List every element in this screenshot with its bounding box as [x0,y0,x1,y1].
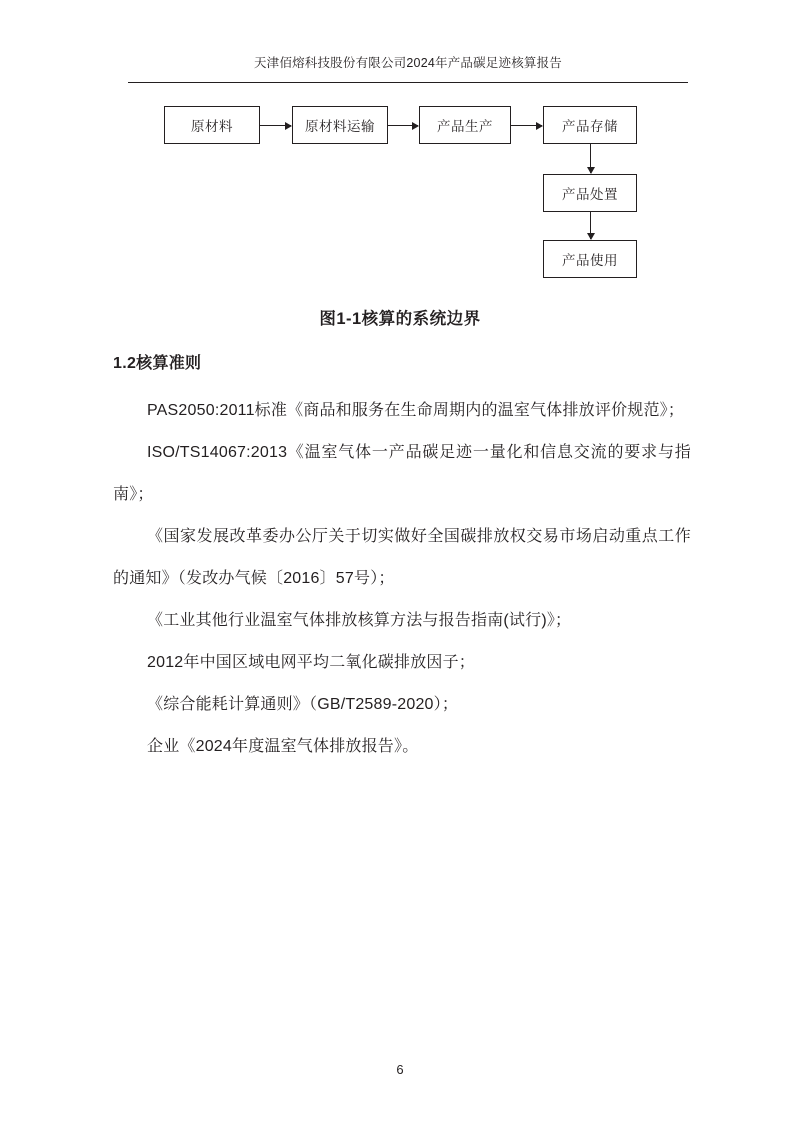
body-paragraph: 《国家发展改革委办公厅关于切实做好全国碳排放权交易市场启动重点工作的通知》（发改办气候〔2016〕57号）； [113,528,691,587]
arrow-right-icon [388,125,418,126]
arrow-down-icon [590,144,591,173]
body-paragraph: PAS2050:2011标准《商品和服务在生命周期内的温室气体排放评价规范》； [147,402,685,419]
page-number: 6 [396,1062,404,1077]
diagram-node-product-disposal: 产品处置 [543,174,637,212]
arrow-down-icon [590,212,591,239]
section-body [113,390,691,768]
figure-caption: 图1-1核算的系统边界 [319,310,481,328]
arrow-right-icon [511,125,542,126]
body-paragraph: 《工业其他行业温室气体排放核算方法与报告指南(试行)》； [147,612,572,629]
page-header [128,56,688,71]
diagram-node-product-storage: 产品存储 [543,106,637,144]
body-paragraph: 2012年中国区域电网平均二氧化碳排放因子； [147,654,475,671]
diagram-node-product-use: 产品使用 [543,240,637,278]
header-divider [128,82,688,83]
diagram-node-product-manufacture: 产品生产 [419,106,511,144]
diagram-node-raw-material-transport: 原材料运输 [292,106,388,144]
body-paragraph: 《综合能耗计算通则》（GB/T2589-2020）； [147,696,459,713]
body-paragraph: ISO/TS14067:2013《温室气体一产品碳足迹一量化和信息交流的要求与指南》； [113,444,691,503]
system-boundary-diagram [0,100,800,295]
diagram-node-raw-material: 原材料 [164,106,260,144]
section-heading: 1.2核算准则 [113,355,202,372]
body-paragraph: 企业《2024年度温室气体排放报告》。 [147,738,419,755]
arrow-right-icon [260,125,291,126]
header-title: 天津佰熔科技股份有限公司2024年产品碳足迹核算报告 [253,56,562,70]
